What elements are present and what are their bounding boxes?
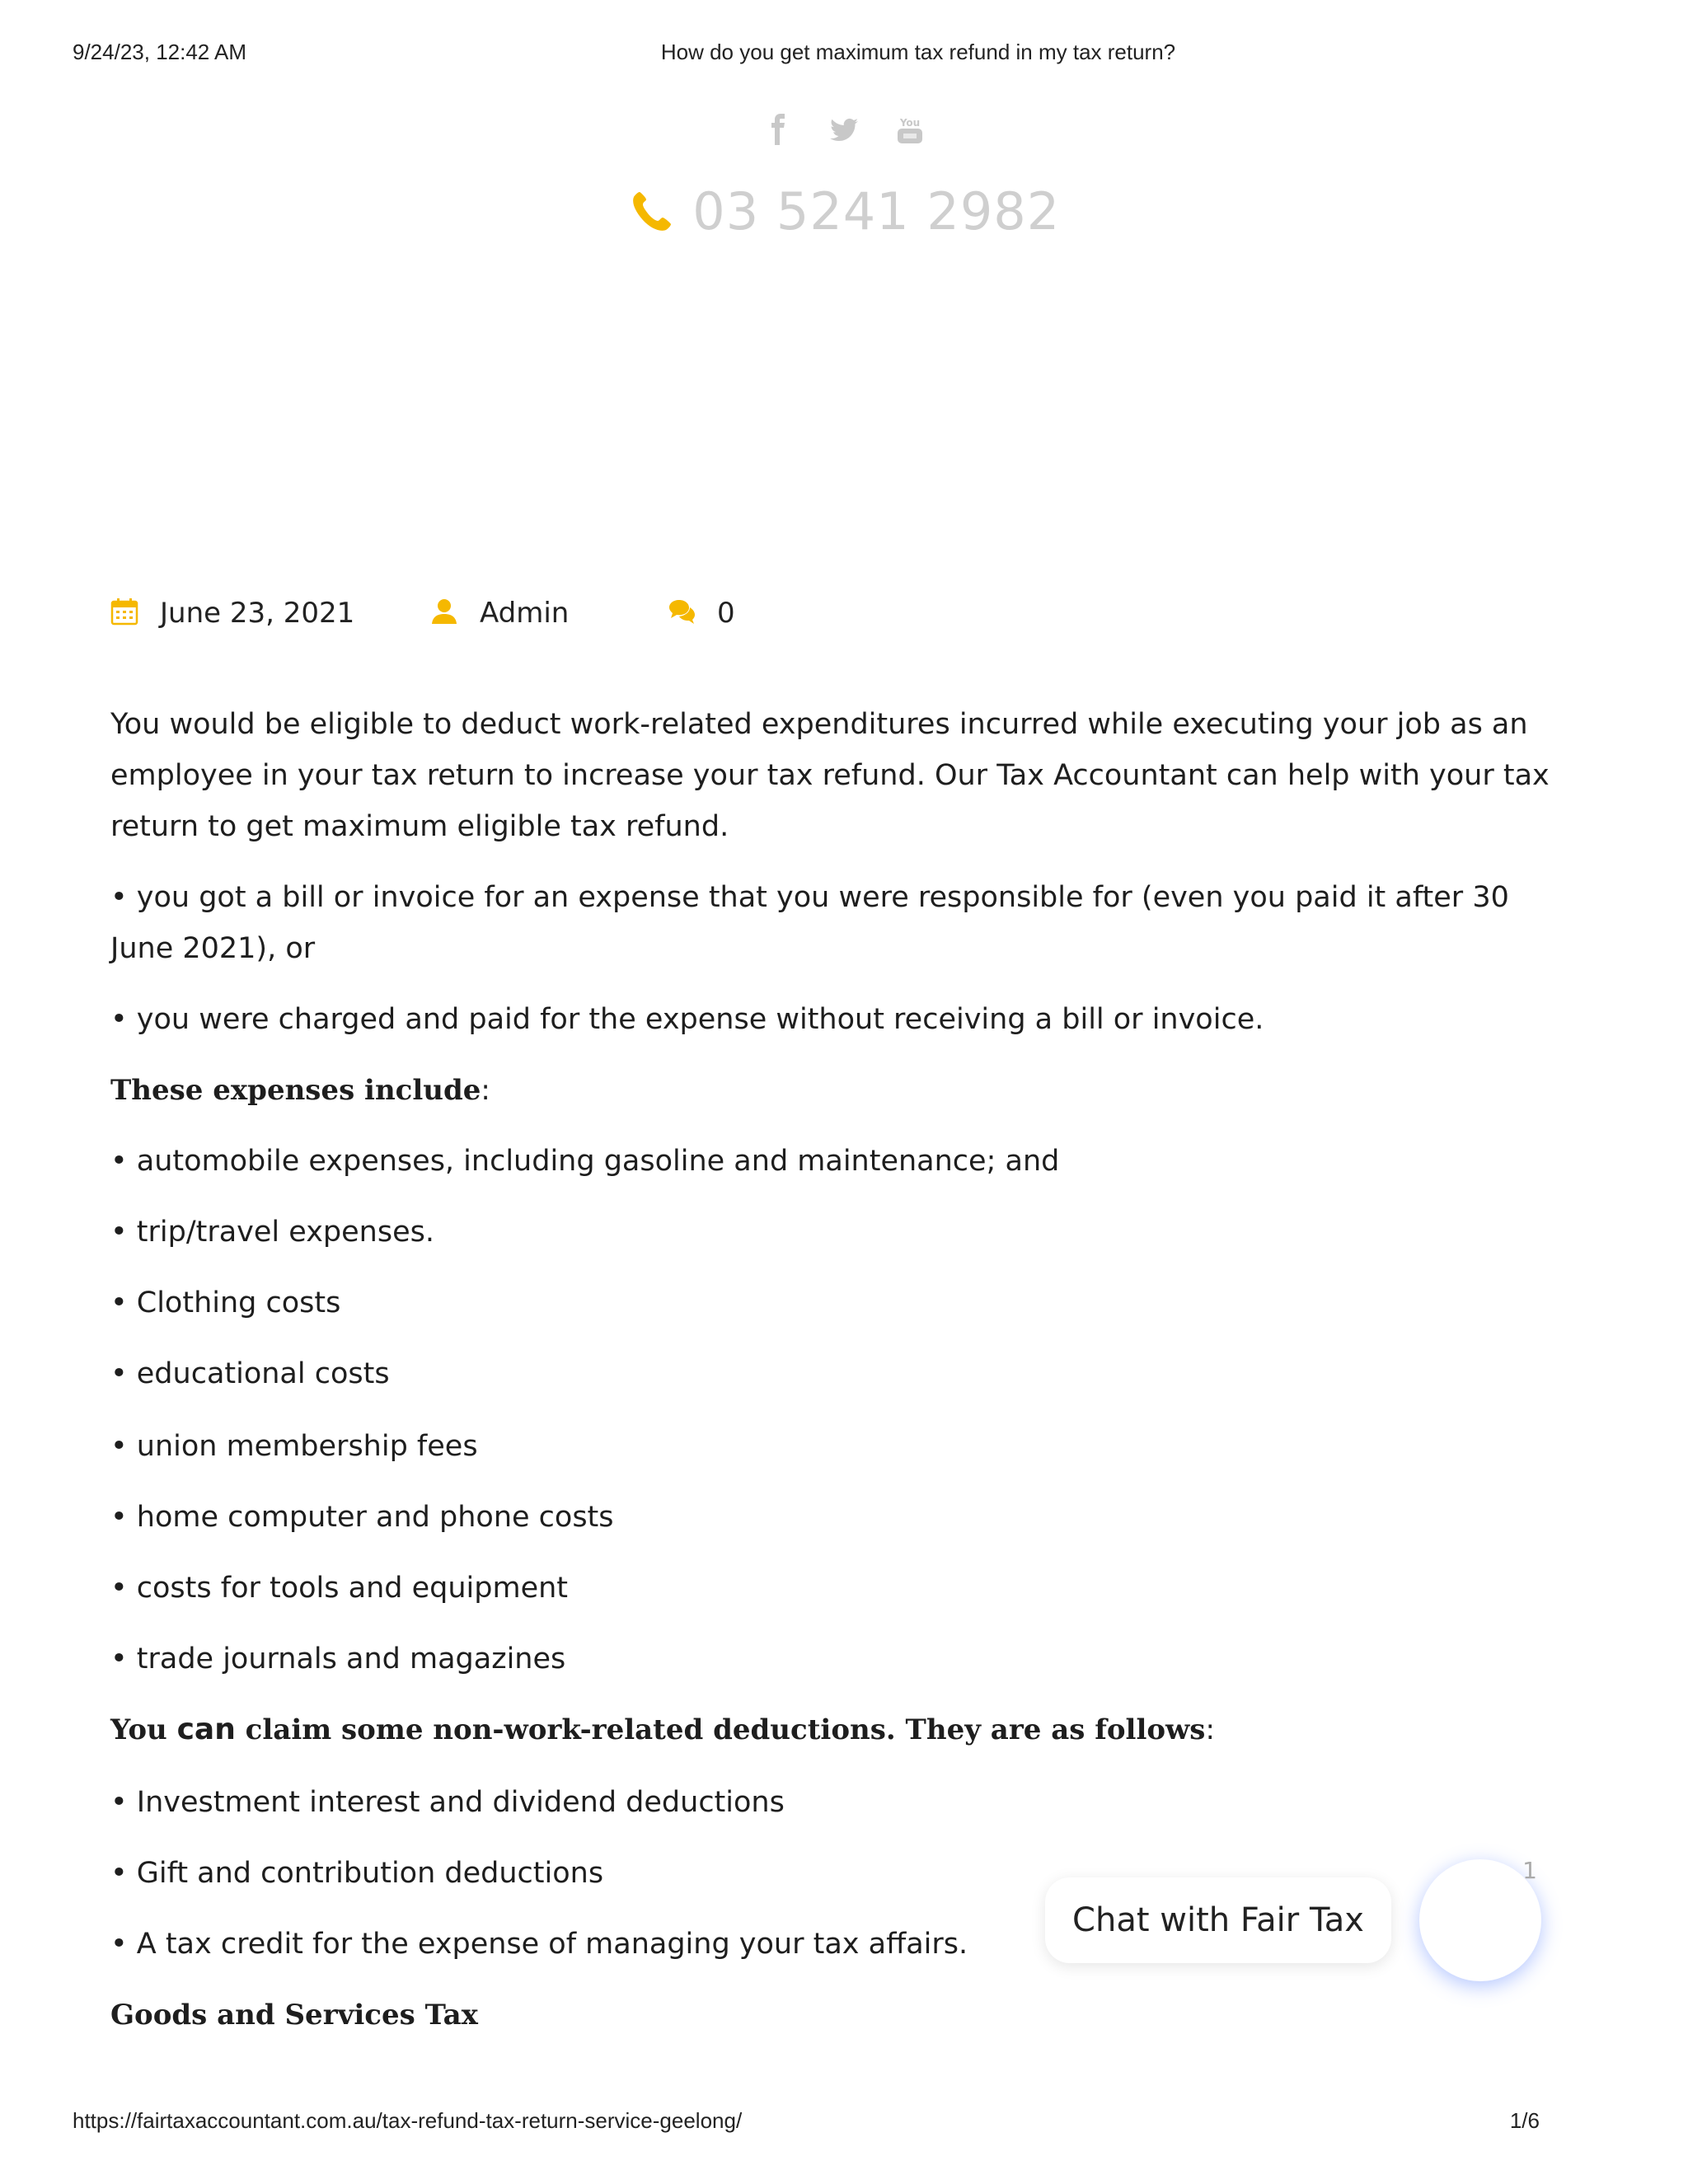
post-author-text[interactable]: Admin — [480, 597, 570, 630]
phone-icon — [628, 189, 674, 235]
condition-item: • you were charged and paid for the expense without receiving a bill or invoice. — [110, 1003, 1264, 1036]
chat-unread-badge: 1 — [1522, 1857, 1537, 1884]
nonwork-item: • A tax credit for the expense of managing your tax affairs. — [110, 1928, 968, 1961]
user-icon — [430, 598, 458, 626]
expense-item: • Clothing costs — [110, 1286, 341, 1319]
facebook-icon[interactable] — [761, 112, 795, 147]
print-footer — [73, 2108, 1615, 2138]
post-date — [110, 597, 354, 630]
phone-number[interactable]: 03 5241 2982 — [692, 181, 1061, 241]
svg-text:You: You — [900, 117, 921, 129]
intro-paragraph: You would be eligible to deduct work-related expenditures incurred while executing your job as an employee in your tax return to increase your tax refund. Our Tax Accountant can help with your tax return to get maximum eligible tax refund. — [110, 708, 1550, 843]
expense-item: • trip/travel expenses. — [110, 1216, 434, 1249]
comments-icon — [668, 598, 696, 626]
nonwork-heading: You can claim some non-work-related deductions. They are as follows: — [110, 1713, 1215, 1746]
expense-item: • costs for tools and equipment — [110, 1572, 569, 1605]
gst-heading: Goods and Services Tax — [110, 1999, 478, 2032]
expense-item: • educational costs — [110, 1357, 390, 1390]
expense-item: • union membership fees — [110, 1430, 478, 1463]
expense-item: • home computer and phone costs — [110, 1501, 614, 1534]
print-page-number: 1/6 — [1509, 2108, 1540, 2133]
expense-item: • automobile expenses, including gasoline and maintenance; and — [110, 1145, 1060, 1178]
condition-item: • you got a bill or invoice for an expense that you were responsible for (even you paid it after 30 June 2021), or — [110, 881, 1509, 965]
nonwork-item: • Investment interest and dividend deductions — [110, 1786, 785, 1819]
print-url: https://fairtaxaccountant.com.au/tax-refund-tax-return-service-geelong/ — [73, 2108, 743, 2133]
nonwork-heading-part: You — [110, 1713, 177, 1746]
expense-item: • trade journals and magazines — [110, 1643, 566, 1675]
nonwork-item: • Gift and contribution deductions — [110, 1857, 604, 1890]
nonwork-heading-part: claim some non-work-related deductions. They are as follows — [235, 1713, 1206, 1746]
nonwork-heading-part: can — [176, 1713, 236, 1746]
article-body — [110, 699, 1569, 2041]
print-header — [73, 40, 1615, 69]
print-page-title: How do you get maximum tax refund in my tax return? — [660, 40, 1176, 64]
twitter-icon[interactable] — [827, 112, 861, 147]
phone-contact[interactable] — [0, 181, 1688, 241]
print-datetime: 9/24/23, 12:42 AM — [73, 40, 247, 64]
chat-widget-label[interactable]: Chat with Fair Tax — [1045, 1877, 1391, 1963]
youtube-icon[interactable] — [893, 112, 927, 147]
post-author[interactable] — [430, 597, 569, 630]
expenses-heading: These expenses include: — [110, 1074, 490, 1107]
social-links — [0, 112, 1688, 147]
post-comments-count[interactable]: 0 — [717, 597, 735, 630]
post-date-text: June 23, 2021 — [160, 597, 355, 630]
calendar-icon — [110, 598, 138, 626]
post-comments[interactable] — [668, 597, 735, 630]
expenses-heading-text: These expenses include — [110, 1074, 481, 1107]
